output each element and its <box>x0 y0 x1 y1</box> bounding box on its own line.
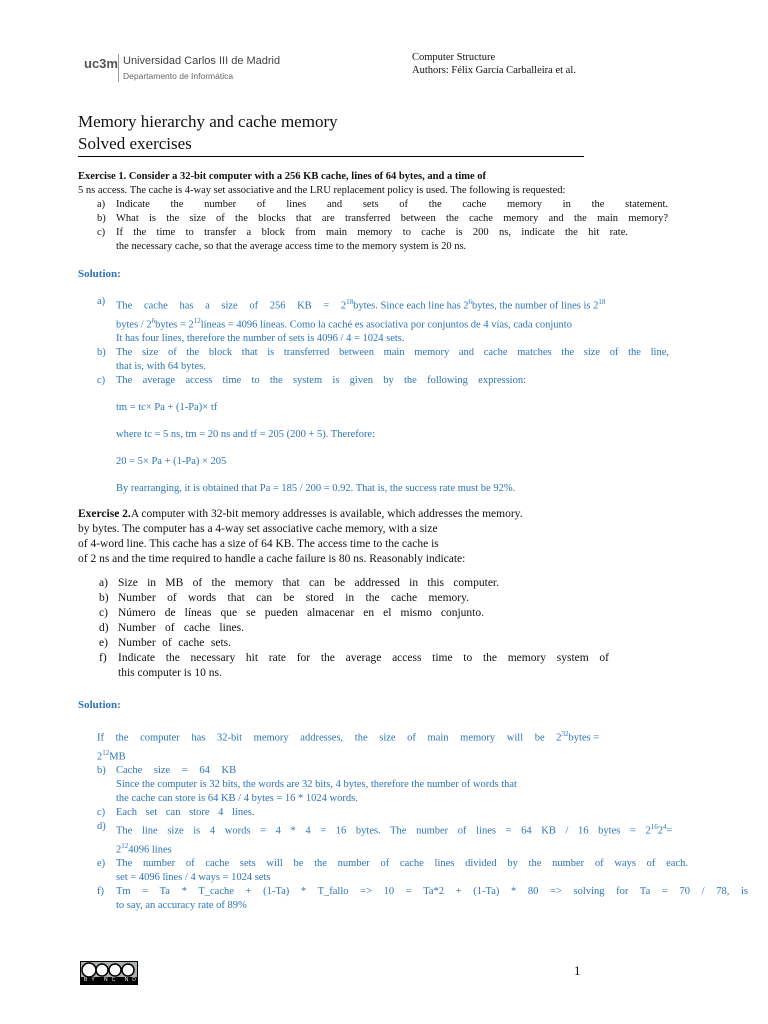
solution-f-line-2: to say, an accuracy rate of 89% <box>116 900 247 911</box>
exercise-2-intro-3: of 4-word line. This cache has a size of 64 KB. The access time to the cache is <box>78 538 439 550</box>
solution-b-line-3: the cache can store is 64 KB / 4 bytes = 16 * 1024 words. <box>116 793 358 804</box>
list-item <box>99 591 609 606</box>
item-label: c) <box>99 607 108 619</box>
list-item <box>97 212 668 226</box>
item-text: Tm = Ta * T_cache + (1-Ta) * T_fallo => 10 = Ta*2 + (1-Ta) * 80 => solving for Ta = 70 / 78, is <box>116 886 748 897</box>
exercise-2-intro-4: of 2 ns and the time required to handle a cache failure is 80 ns. Reasonably indicate: <box>78 553 466 565</box>
item-text: Cache size = 64 KB <box>116 765 237 776</box>
solution-2 <box>97 727 748 913</box>
exercise-2-heading: Exercise 2.A computer with 32-bit memory addresses is available, which addresses the memory. <box>78 508 523 520</box>
item-label: e) <box>99 637 108 649</box>
item-text: The average access time to the system is given by the following expression: <box>116 375 526 386</box>
formula-where: where tc = 5 ns, tm = 20 ns and tf = 205 (200 + 5). Therefore: <box>116 429 376 440</box>
item-text: Number of words that can be stored in the cache memory. <box>118 592 469 604</box>
exercise-1-intro: 5 ns access. The cache is 4-way set associative and the LRU replacement policy is used. The following is requested: <box>78 185 566 196</box>
item-continuation: this computer is 10 ns. <box>118 667 222 679</box>
item-label: b) <box>97 213 106 224</box>
item-label: b) <box>99 592 109 604</box>
solution-item-d <box>97 820 748 839</box>
item-label: d) <box>99 622 109 634</box>
solution-2-label: Solution: <box>78 699 121 711</box>
list-item <box>99 651 609 666</box>
item-label: e) <box>97 858 106 869</box>
item-label: c) <box>97 227 106 238</box>
solution-a-line-3: It has four lines, therefore the number of sets is 4096 / 4 = 1024 sets. <box>116 333 405 344</box>
item-label: b) <box>97 765 106 776</box>
solution-2-a-line-2: $2^{12}MB$ <box>97 748 126 762</box>
item-text: The line size is 4 words = 4 * 4 = 16 bytes. The number of lines = 64 KB / 16 bytes = $2^{16}2^4=$ <box>116 823 673 837</box>
solution-2-a-line-1: If the computer has 32-bit memory addresses, the size of main memory will be $2^{32}bytes$ = <box>97 730 600 744</box>
uc3m-logo-mark: uc3m <box>84 56 118 71</box>
item-text: Indicate the number of lines and sets of the cache memory in the statement. <box>116 199 668 210</box>
list-item <box>99 621 609 636</box>
item-label: a) <box>97 199 106 210</box>
solution-d-line-2: $2^{12}4096$ lines <box>116 841 172 855</box>
item-label: b) <box>97 347 106 358</box>
solution-item-a <box>97 295 669 314</box>
item-label: a) <box>99 577 108 589</box>
formula-tm: tm = tc× Pa + (1-Pa)× tf <box>116 402 218 413</box>
item-text: Each set can store 4 lines. <box>116 807 255 818</box>
list-item <box>99 576 609 591</box>
item-text: Número de líneas que se pueden almacenar en el mismo conjunto. <box>118 607 484 619</box>
solution-item-b <box>97 764 748 778</box>
license-sub-label: BY NC ND <box>84 977 140 983</box>
list-item <box>99 636 609 651</box>
item-text: Number of cache sets. <box>118 637 231 649</box>
solution-b-line-2: that is, with 64 bytes. <box>116 361 206 372</box>
list-item <box>97 226 668 240</box>
solution-result: By rearranging, it is obtained that Pa = 185 / 200 = 0.92. That is, the success rate must be 92%. <box>116 483 516 494</box>
logo-divider <box>118 54 119 82</box>
formula-substituted: 20 = 5× Pa + (1-Pa) × 205 <box>116 456 227 467</box>
authors: Authors: Félix García Carballeira et al. <box>412 65 576 76</box>
title-line-1: Memory hierarchy and cache memory <box>78 112 338 131</box>
list-item <box>99 606 609 621</box>
department-name: Departamento de Informática <box>123 71 234 81</box>
title-rule <box>78 156 584 157</box>
item-text: The number of cache sets will be the number of cache lines divided by the number of ways of each. <box>116 858 688 869</box>
exercise-1-heading: Exercise 1. Consider a 32-bit computer with a 256 KB cache, lines of 64 bytes, and a time of <box>78 171 487 182</box>
solution-a-line-2: bytes / $2^6bytes$ = $2^{12}líneas = 4096$ líneas. Como la caché es asociativa por conjuntos de 4 vías, cada conjunto <box>116 316 572 330</box>
item-label: a) <box>97 296 106 307</box>
item-text: What is the size of the blocks that are transferred between the cache memory and the main memory? <box>116 213 668 224</box>
item-text: If the time to transfer a block from main memory to cache is 200 ns, indicate the hit rate. <box>116 227 628 238</box>
item-label: c) <box>97 807 106 818</box>
solution-item-e <box>97 857 748 871</box>
solution-item-c <box>97 374 669 388</box>
solution-b-line-2: Since the computer is 32 bits, the words are 32 bits, 4 bytes, therefore the number of words that <box>116 779 517 790</box>
university-logo <box>80 50 281 84</box>
solution-1-label: Solution: <box>78 268 121 280</box>
title-line-2: Solved exercises <box>78 134 192 153</box>
item-label: c) <box>97 375 106 386</box>
list-item <box>97 198 668 212</box>
solution-1 <box>97 295 669 496</box>
page-number: 1 <box>574 963 581 978</box>
page-title <box>78 111 338 155</box>
solution-item-c <box>97 806 748 820</box>
item-label: d) <box>97 821 106 832</box>
item-text: The size of the block that is transferred between main memory and cache matches the size of the line, <box>116 347 669 358</box>
item-label: f) <box>97 886 104 897</box>
item-label: f) <box>99 652 107 664</box>
exercise-2 <box>78 507 678 567</box>
item-text: Number of cache lines. <box>118 622 244 634</box>
item-text: Indicate the necessary hit rate for the average access time to the memory system of <box>118 652 609 664</box>
item-continuation: the necessary cache, so that the average access time to the memory system is 20 ns. <box>116 241 467 252</box>
creative-commons-badge <box>80 961 138 985</box>
exercise-2-items <box>99 576 609 681</box>
exercise-2-intro-2: by bytes. The computer has a 4-way set associative cache memory, with a size <box>78 523 438 535</box>
item-text: Size in MB of the memory that can be addressed in this computer. <box>118 577 499 589</box>
solution-e-line-2: set = 4096 lines / 4 ways = 1024 sets <box>116 872 271 883</box>
course-name: Computer Structure <box>412 52 496 63</box>
solution-item-b <box>97 346 669 360</box>
item-text: The cache has a size of 256 KB = $2^{18}bytes$. Since each line has $2^6bytes$, the number of lines is $2^{18}$ <box>116 298 606 312</box>
exercise-1 <box>78 170 668 254</box>
header-info <box>412 51 576 77</box>
university-name: Universidad Carlos III de Madrid <box>123 55 281 67</box>
solution-item-f <box>97 885 748 899</box>
exercise-1-items <box>78 198 668 254</box>
